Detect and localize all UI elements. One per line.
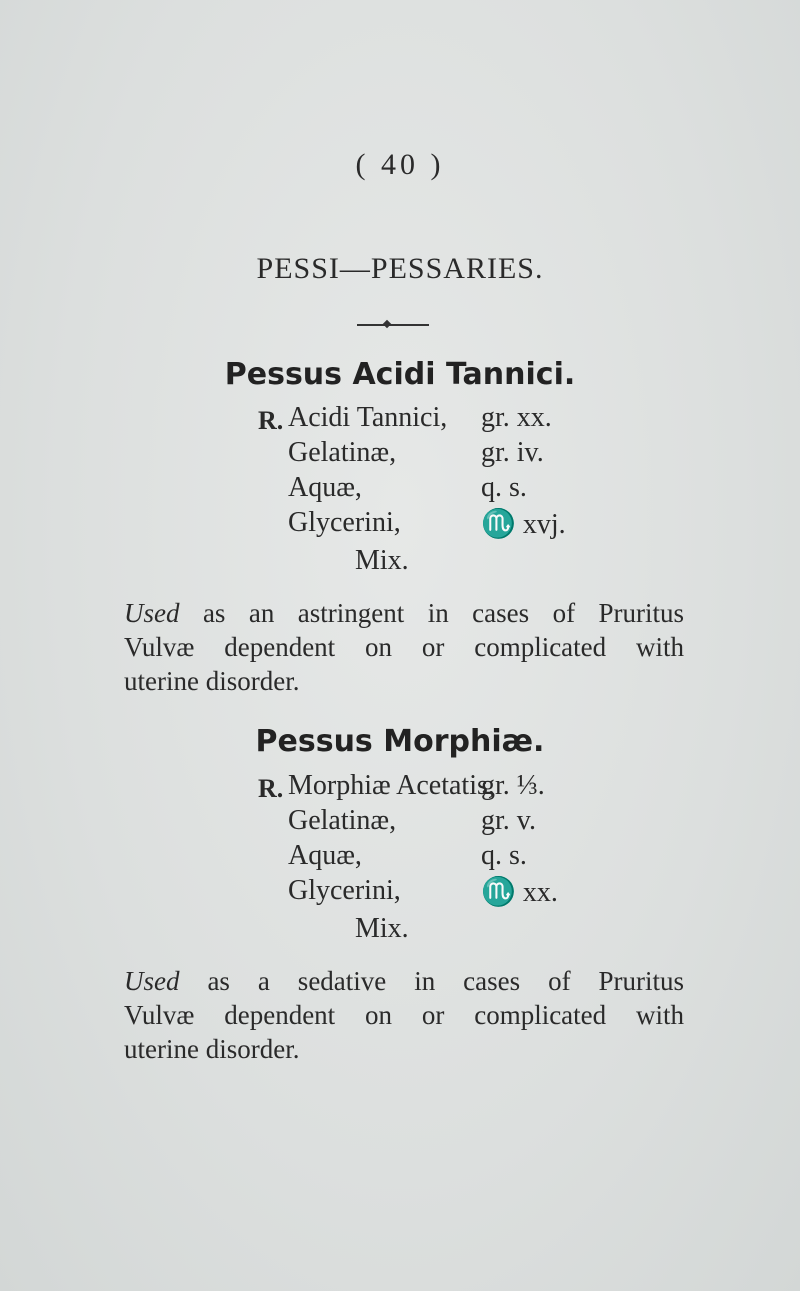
ingredient-dose: gr. v. bbox=[481, 805, 536, 836]
note-line-1: Used as a sedative in cases of Pruritus bbox=[124, 966, 685, 996]
recipe-note bbox=[124, 596, 684, 698]
ingredient-name: Acidi Tannici, bbox=[288, 402, 448, 433]
rx-symbol: R. bbox=[258, 406, 284, 435]
ingredient-name: Aquæ, bbox=[288, 472, 362, 503]
ingredient-dose: gr. xx. bbox=[481, 402, 552, 433]
ingredient-dose: gr. ⅓. bbox=[481, 770, 545, 801]
ingredient-name: Morphiæ Acetatis, bbox=[288, 770, 495, 801]
ingredient-dose: gr. iv. bbox=[481, 437, 544, 468]
ingredient-dose: q. s. bbox=[481, 472, 527, 503]
page-number: ( 40 ) bbox=[355, 148, 445, 181]
recipe-note bbox=[124, 964, 684, 1066]
divider-ornament bbox=[357, 324, 429, 326]
mix-instruction: Mix. bbox=[355, 913, 409, 944]
section-title: PESSI—PESSARIES. bbox=[256, 252, 544, 285]
ingredient-dose: q. s. bbox=[481, 840, 527, 871]
ingredient-name: Aquæ, bbox=[288, 840, 362, 871]
ingredient-name: Glycerini, bbox=[288, 507, 401, 538]
rx-symbol: R. bbox=[258, 774, 284, 803]
mix-instruction: Mix. bbox=[355, 545, 409, 576]
note-line-2: Vulvæ dependent on or complicated with bbox=[124, 632, 684, 662]
ingredient-name: Glycerini, bbox=[288, 875, 401, 906]
recipe-title-morphia: Pessus Morphiæ. bbox=[255, 724, 545, 759]
note-line-3: uterine disorder. bbox=[124, 1034, 300, 1064]
ingredient-name: Gelatinæ, bbox=[288, 437, 397, 468]
note-line-1: Used as an astringent in cases of Pruritus bbox=[124, 598, 685, 628]
note-lead: Used bbox=[124, 966, 180, 996]
ingredient-dose: ♏ xx. bbox=[481, 877, 558, 908]
note-line-3: uterine disorder. bbox=[124, 666, 300, 696]
ingredient-name: Gelatinæ, bbox=[288, 805, 397, 836]
note-lead: Used bbox=[124, 598, 180, 628]
note-line-2: Vulvæ dependent on or complicated with bbox=[124, 1000, 684, 1030]
recipe-title-tannic-acid: Pessus Acidi Tannici. bbox=[224, 357, 576, 392]
ingredient-dose: ♏ xvj. bbox=[481, 509, 566, 540]
